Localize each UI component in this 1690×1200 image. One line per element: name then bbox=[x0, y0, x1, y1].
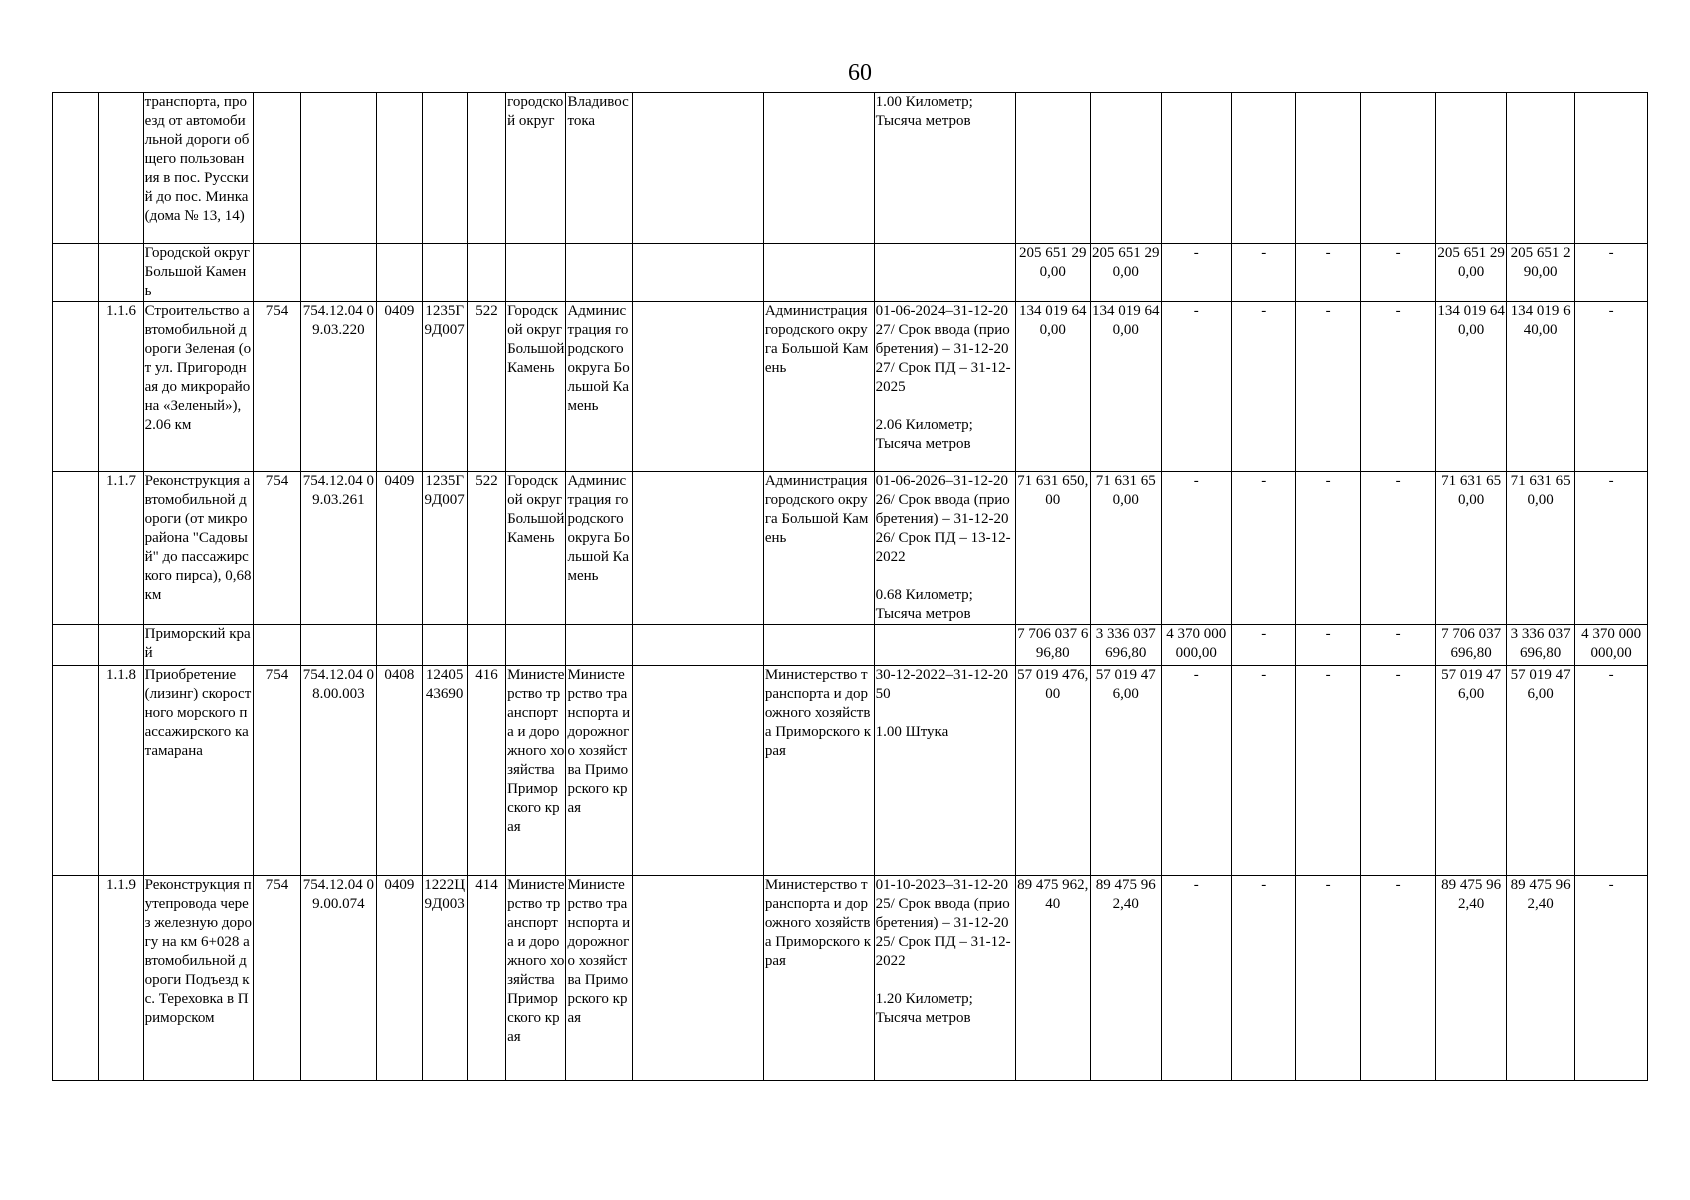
amount-limit-2023: 57 019 476,00 bbox=[1506, 666, 1574, 876]
amount-2024: - bbox=[1161, 244, 1231, 302]
code-ministry bbox=[254, 244, 300, 302]
amount-2026 bbox=[1296, 93, 1360, 244]
blank-cell bbox=[632, 244, 763, 302]
amount-total: 134 019 640,00 bbox=[1015, 302, 1091, 472]
executor bbox=[763, 244, 874, 302]
amount-2026: - bbox=[1296, 472, 1360, 625]
empty-cell bbox=[53, 302, 99, 472]
amount-2024: - bbox=[1161, 302, 1231, 472]
code-target: 754.12.04 09.00.074 bbox=[300, 876, 377, 1081]
amount-2025: - bbox=[1232, 244, 1296, 302]
empty-cell bbox=[53, 244, 99, 302]
row-id bbox=[99, 625, 143, 666]
row-id: 1.1.9 bbox=[99, 876, 143, 1081]
customer: Администрация городского округа Большой Камень bbox=[566, 472, 632, 625]
amount-limit-2023 bbox=[1506, 93, 1574, 244]
amount-2026: - bbox=[1296, 666, 1360, 876]
customer: Администрация городского округа Большой Камень bbox=[566, 302, 632, 472]
amount-limit-2023: 3 336 037 696,80 bbox=[1506, 625, 1574, 666]
recipient: Городской округ Большой Камень bbox=[506, 472, 566, 625]
object-name: Реконструкция автомобильной дороги (от микрорайона "Садовый" до пассажирского пирса), 0,68 км bbox=[143, 472, 254, 625]
amount-limit-2023: 205 651 290,00 bbox=[1506, 244, 1574, 302]
terms-capacity: 01-06-2024–31-12-2027/ Срок ввода (приобретения) – 31-12-2027/ Срок ПД – 31-12-2025 2.06 Километр; Тысяча метров bbox=[874, 302, 1015, 472]
amount-limit-total: 57 019 476,00 bbox=[1436, 666, 1506, 876]
blank-cell bbox=[632, 472, 763, 625]
executor bbox=[763, 93, 874, 244]
blank-cell bbox=[632, 302, 763, 472]
empty-cell bbox=[53, 666, 99, 876]
code-type: 522 bbox=[467, 302, 505, 472]
amount-2026: - bbox=[1296, 876, 1360, 1081]
amount-total: 71 631 650,00 bbox=[1015, 472, 1091, 625]
amount-2027: - bbox=[1360, 244, 1436, 302]
amount-limit-total: 89 475 962,40 bbox=[1436, 876, 1506, 1081]
amount-total bbox=[1015, 93, 1091, 244]
amount-2025: - bbox=[1232, 876, 1296, 1081]
table-row bbox=[53, 244, 1648, 302]
customer: Министерство транспорта и дорожного хозяйства Приморского края bbox=[566, 876, 632, 1081]
row-id: 1.1.7 bbox=[99, 472, 143, 625]
amount-2023: 134 019 640,00 bbox=[1091, 302, 1161, 472]
amount-limit-2024 bbox=[1575, 93, 1648, 244]
empty-cell bbox=[53, 876, 99, 1081]
blank-cell bbox=[632, 625, 763, 666]
amount-2026: - bbox=[1296, 625, 1360, 666]
amount-limit-total: 134 019 640,00 bbox=[1436, 302, 1506, 472]
amount-2023: 3 336 037 696,80 bbox=[1091, 625, 1161, 666]
amount-2026: - bbox=[1296, 244, 1360, 302]
code-target: 754.12.04 09.03.220 bbox=[300, 302, 377, 472]
executor: Министерство транспорта и дорожного хозяйства Приморского края bbox=[763, 876, 874, 1081]
code-article: 1222Ц9Д003 bbox=[422, 876, 467, 1081]
amount-2023: 71 631 650,00 bbox=[1091, 472, 1161, 625]
amount-2023: 205 651 290,00 bbox=[1091, 244, 1161, 302]
amount-total: 89 475 962,40 bbox=[1015, 876, 1091, 1081]
recipient: Министерство транспорта и дорожного хозяйства Приморского края bbox=[506, 876, 566, 1081]
code-type: 414 bbox=[467, 876, 505, 1081]
code-section bbox=[377, 244, 422, 302]
executor: Администрация городского округа Большой Камень bbox=[763, 302, 874, 472]
code-target: 754.12.04 09.03.261 bbox=[300, 472, 377, 625]
code-article: 1235Г9Д007 bbox=[422, 302, 467, 472]
code-section bbox=[377, 625, 422, 666]
code-section: 0409 bbox=[377, 302, 422, 472]
code-type bbox=[467, 244, 505, 302]
amount-total: 205 651 290,00 bbox=[1015, 244, 1091, 302]
amount-2027: - bbox=[1360, 625, 1436, 666]
amount-2025: - bbox=[1232, 302, 1296, 472]
terms-capacity: 01-06-2026–31-12-2026/ Срок ввода (приобретения) – 31-12-2026/ Срок ПД – 13-12-2022 0.68 Километр; Тысяча метров bbox=[874, 472, 1015, 625]
code-ministry: 754 bbox=[254, 472, 300, 625]
object-name: Строительство автомобильной дороги Зеленая (от ул. Пригородная до микрорайона «Зеленый»), 2.06 км bbox=[143, 302, 254, 472]
code-article bbox=[422, 93, 467, 244]
amount-2024: 4 370 000 000,00 bbox=[1161, 625, 1231, 666]
customer: Министерство транспорта и дорожного хозяйства Приморского края bbox=[566, 666, 632, 876]
amount-limit-total: 7 706 037 696,80 bbox=[1436, 625, 1506, 666]
amount-2026: - bbox=[1296, 302, 1360, 472]
amount-limit-2023: 134 019 640,00 bbox=[1506, 302, 1574, 472]
blank-cell bbox=[632, 666, 763, 876]
amount-total: 57 019 476,00 bbox=[1015, 666, 1091, 876]
terms-capacity bbox=[874, 625, 1015, 666]
code-article bbox=[422, 625, 467, 666]
code-type bbox=[467, 625, 505, 666]
amount-limit-2024: 4 370 000 000,00 bbox=[1575, 625, 1648, 666]
page-number: 60 bbox=[848, 60, 872, 86]
amount-total: 7 706 037 696,80 bbox=[1015, 625, 1091, 666]
amount-2025: - bbox=[1232, 666, 1296, 876]
object-name: Приморский край bbox=[143, 625, 254, 666]
code-target bbox=[300, 93, 377, 244]
table-row bbox=[53, 93, 1648, 244]
terms-capacity: 30-12-2022–31-12-2050 1.00 Штука bbox=[874, 666, 1015, 876]
row-id: 1.1.6 bbox=[99, 302, 143, 472]
amount-2027: - bbox=[1360, 666, 1436, 876]
object-name: Реконструкция путепровода через железную дорогу на км 6+028 автомобильной дороги Подъезд к с. Тереховка в Приморском bbox=[143, 876, 254, 1081]
table-row bbox=[53, 666, 1648, 876]
code-section: 0409 bbox=[377, 876, 422, 1081]
budget-table bbox=[52, 92, 1648, 1081]
blank-cell bbox=[632, 876, 763, 1081]
amount-2025: - bbox=[1232, 472, 1296, 625]
empty-cell bbox=[53, 472, 99, 625]
code-type bbox=[467, 93, 505, 244]
amount-2027: - bbox=[1360, 876, 1436, 1081]
customer bbox=[566, 244, 632, 302]
amount-limit-2023: 71 631 650,00 bbox=[1506, 472, 1574, 625]
empty-cell bbox=[53, 625, 99, 666]
amount-2024: - bbox=[1161, 472, 1231, 625]
object-name: транспорта, проезд от автомобильной дороги общего пользования в пос. Русский до пос. Минка (дома № 13, 14) bbox=[143, 93, 254, 244]
amount-limit-2024: - bbox=[1575, 876, 1648, 1081]
object-name: Городской округ Большой Камень bbox=[143, 244, 254, 302]
amount-limit-2024: - bbox=[1575, 666, 1648, 876]
code-article bbox=[422, 244, 467, 302]
recipient: Городской округ Большой Камень bbox=[506, 302, 566, 472]
blank-cell bbox=[632, 93, 763, 244]
code-target: 754.12.04 08.00.003 bbox=[300, 666, 377, 876]
empty-cell bbox=[53, 93, 99, 244]
code-ministry: 754 bbox=[254, 666, 300, 876]
table-row bbox=[53, 302, 1648, 472]
amount-limit-2024: - bbox=[1575, 472, 1648, 625]
executor bbox=[763, 625, 874, 666]
amount-2023: 89 475 962,40 bbox=[1091, 876, 1161, 1081]
code-article: 1235Г9Д007 bbox=[422, 472, 467, 625]
amount-2024: - bbox=[1161, 876, 1231, 1081]
amount-2023 bbox=[1091, 93, 1161, 244]
code-target bbox=[300, 625, 377, 666]
amount-limit-total: 71 631 650,00 bbox=[1436, 472, 1506, 625]
customer: Владивостока bbox=[566, 93, 632, 244]
code-section: 0408 bbox=[377, 666, 422, 876]
amount-2027 bbox=[1360, 93, 1436, 244]
recipient: городской округ bbox=[506, 93, 566, 244]
code-ministry bbox=[254, 93, 300, 244]
row-id bbox=[99, 93, 143, 244]
code-article: 1240543690 bbox=[422, 666, 467, 876]
amount-limit-total bbox=[1436, 93, 1506, 244]
code-type: 522 bbox=[467, 472, 505, 625]
code-section: 0409 bbox=[377, 472, 422, 625]
executor: Администрация городского округа Большой Камень bbox=[763, 472, 874, 625]
amount-2025: - bbox=[1232, 625, 1296, 666]
terms-capacity: 01-10-2023–31-12-2025/ Срок ввода (приобретения) – 31-12-2025/ Срок ПД – 31-12-2022 1.20 Километр; Тысяча метров bbox=[874, 876, 1015, 1081]
code-ministry: 754 bbox=[254, 876, 300, 1081]
row-id: 1.1.8 bbox=[99, 666, 143, 876]
table-row bbox=[53, 472, 1648, 625]
table-row bbox=[53, 625, 1648, 666]
recipient bbox=[506, 244, 566, 302]
customer bbox=[566, 625, 632, 666]
amount-2023: 57 019 476,00 bbox=[1091, 666, 1161, 876]
code-section bbox=[377, 93, 422, 244]
recipient bbox=[506, 625, 566, 666]
amount-2027: - bbox=[1360, 302, 1436, 472]
code-type: 416 bbox=[467, 666, 505, 876]
amount-limit-2023: 89 475 962,40 bbox=[1506, 876, 1574, 1081]
object-name: Приобретение (лизинг) скоростного морского пассажирского катамарана bbox=[143, 666, 254, 876]
code-ministry: 754 bbox=[254, 302, 300, 472]
amount-limit-2024: - bbox=[1575, 244, 1648, 302]
code-target bbox=[300, 244, 377, 302]
amount-2025 bbox=[1232, 93, 1296, 244]
terms-capacity: 1.00 Километр; Тысяча метров bbox=[874, 93, 1015, 244]
row-id bbox=[99, 244, 143, 302]
table-row bbox=[53, 876, 1648, 1081]
amount-2027: - bbox=[1360, 472, 1436, 625]
code-ministry bbox=[254, 625, 300, 666]
amount-2024: - bbox=[1161, 666, 1231, 876]
terms-capacity bbox=[874, 244, 1015, 302]
amount-limit-total: 205 651 290,00 bbox=[1436, 244, 1506, 302]
recipient: Министерство транспорта и дорожного хозяйства Приморского края bbox=[506, 666, 566, 876]
amount-limit-2024: - bbox=[1575, 302, 1648, 472]
amount-2024 bbox=[1161, 93, 1231, 244]
executor: Министерство транспорта и дорожного хозяйства Приморского края bbox=[763, 666, 874, 876]
